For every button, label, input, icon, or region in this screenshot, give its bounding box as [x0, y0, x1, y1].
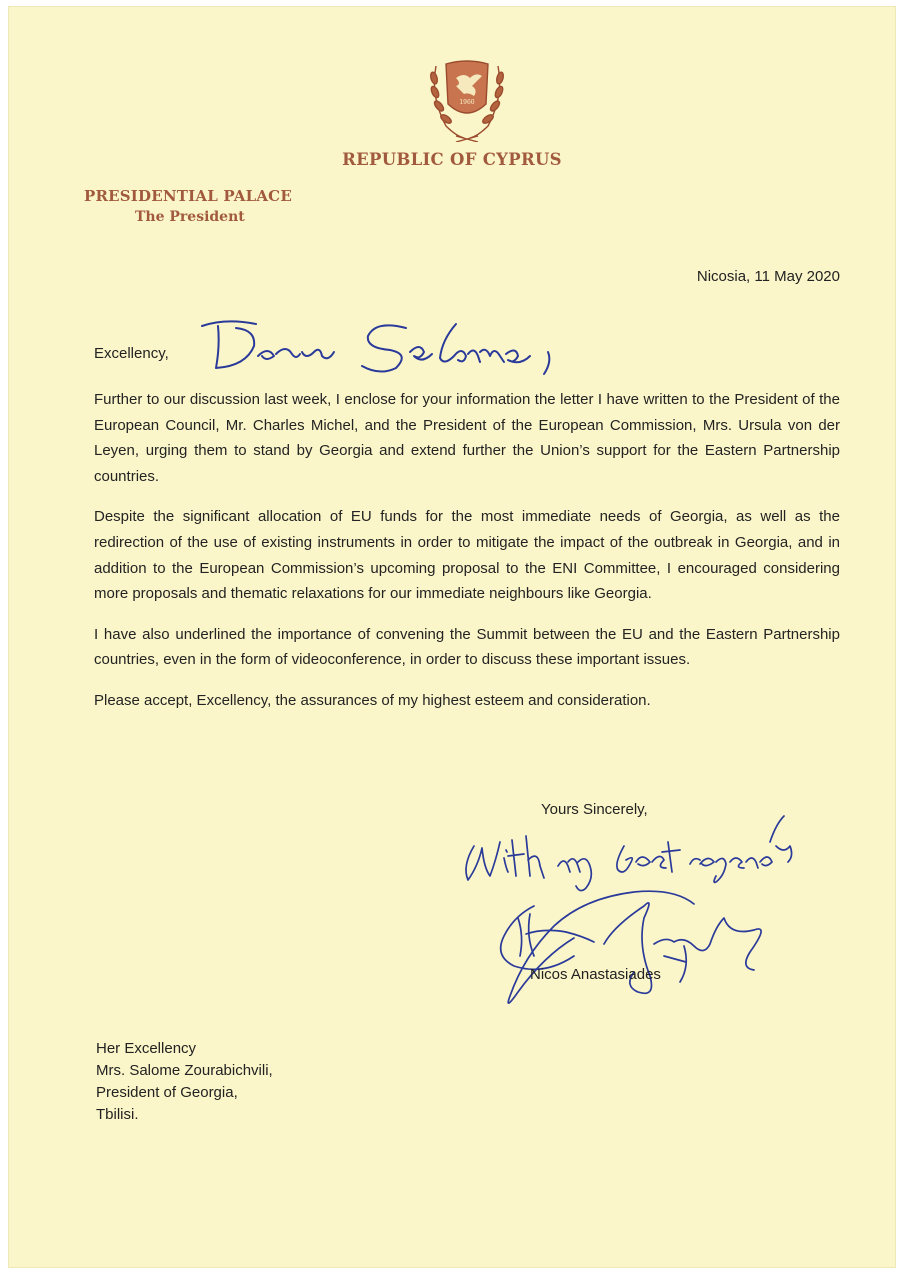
signer-name: Nicos Anastasiades	[530, 966, 661, 983]
letter-date: Nicosia, 11 May 2020	[696, 268, 840, 285]
letter-page	[8, 6, 896, 1268]
address-line: President of Georgia,	[96, 1084, 238, 1101]
paragraph: I have also underlined the importance of convening the Summit between the EU and the Eastern Partnership countries, even in the form of videoconference, in order to discuss these important issues.	[94, 625, 840, 669]
paragraph: Further to our discussion last week, I enclose for your information the letter I have written to the President of the European Council, Mr. Charles Michel, and the President of the European Commission, Mrs. Ursula von der Leyen, urging them to stand by Georgia and extend further the Union’s support for the Eastern Partnership countries.	[94, 391, 840, 485]
address-line: Her Excellency	[96, 1040, 197, 1057]
emblem-year: 1960	[459, 99, 475, 106]
paragraph: Please accept, Excellency, the assurances of my highest esteem and consideration.	[94, 691, 651, 709]
letterhead-title: The President	[135, 209, 245, 225]
letter-body	[94, 387, 840, 729]
address-line: Tbilisi.	[96, 1106, 139, 1123]
letterhead-office: PRESIDENTIAL PALACE	[84, 187, 292, 205]
salutation: Excellency,	[94, 345, 169, 362]
handwritten-greeting	[196, 316, 576, 378]
recipient-address	[96, 1038, 273, 1126]
cyprus-coat-of-arms-icon	[426, 56, 508, 142]
address-line: Mrs. Salome Zourabichvili,	[96, 1062, 273, 1079]
letterhead-country: REPUBLIC OF CYPRUS	[342, 150, 562, 169]
closing: Yours Sincerely,	[541, 801, 648, 818]
handwritten-signature	[454, 806, 814, 1021]
paragraph: Despite the significant allocation of EU funds for the most immediate needs of Georgia, as well as the redirection of the use of existing instruments in order to mitigate the impact of the outbreak in Georgia, and in addition to the European Commission’s upcoming proposal to the ENI Committee, I encouraged considering more proposals and thematic relaxations for our immediate neighbours like Georgia.	[94, 508, 840, 603]
